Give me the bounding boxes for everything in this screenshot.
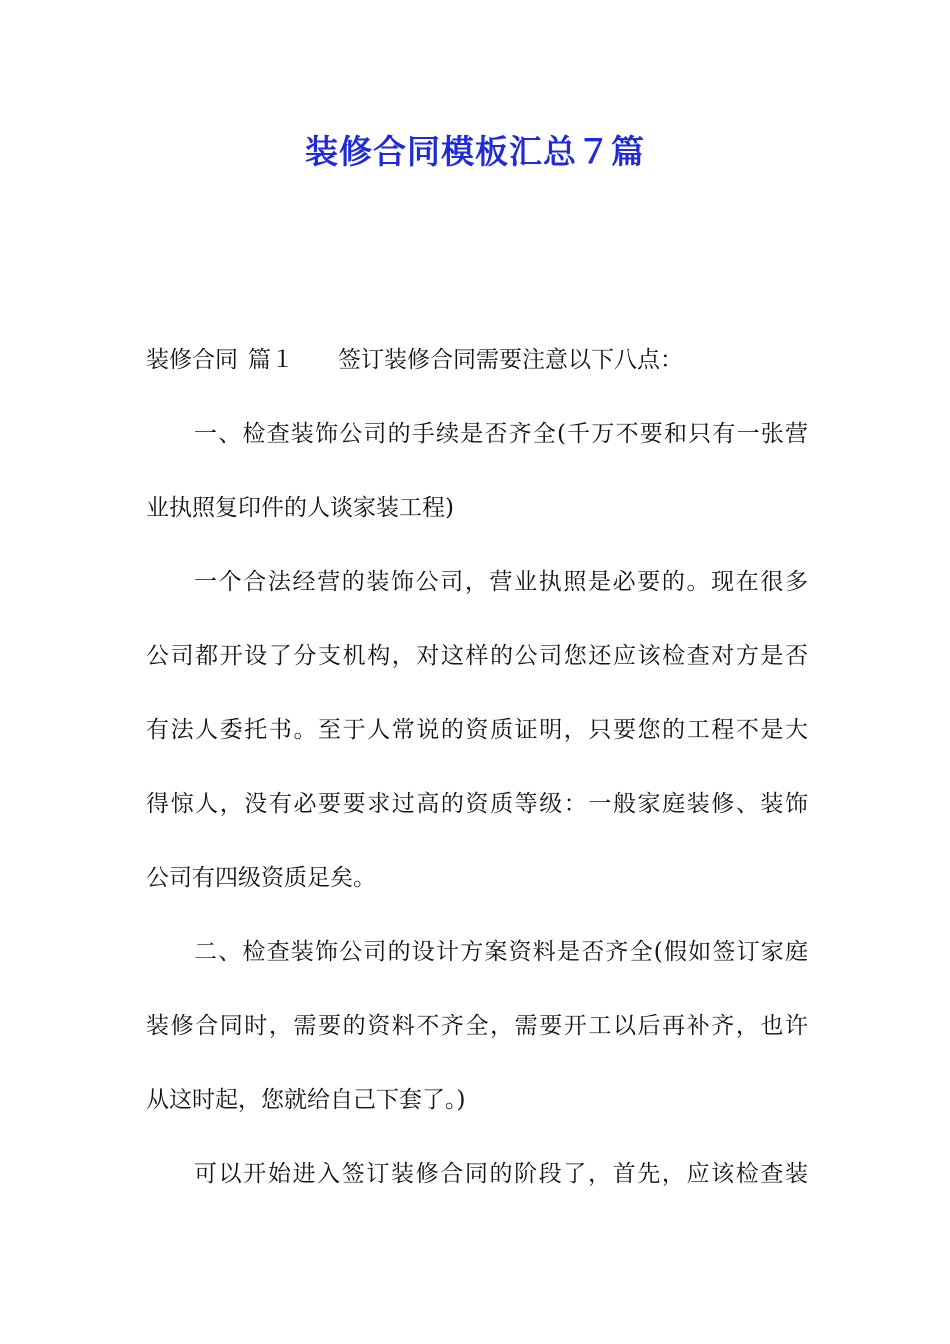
section-heading: 装修合同 bbox=[146, 347, 238, 373]
paragraph-line: 可以开始进入签订装修合同的阶段了，首先，应该检查装 bbox=[194, 1161, 808, 1187]
section-number: 篇１ bbox=[248, 347, 294, 373]
document-title: 装修合同模板汇总７篇 bbox=[305, 132, 645, 171]
paragraph-line: 从这时起，您就给自己下套了。) bbox=[146, 1087, 466, 1113]
paragraph-line: 有法人委托书。至于人常说的资质证明，只要您的工程不是大 bbox=[146, 717, 808, 743]
paragraph-line: 装修合同时，需要的资料不齐全，需要开工以后再补齐，也许 bbox=[146, 1013, 808, 1039]
paragraph-line: 一、检查装饰公司的手续是否齐全(千万不要和只有一张营 bbox=[194, 421, 808, 447]
paragraph-line: 公司都开设了分支机构，对这样的公司您还应该检查对方是否 bbox=[146, 643, 808, 669]
intro-text: 签订装修合同需要注意以下八点： bbox=[338, 347, 683, 373]
document-body bbox=[146, 335, 808, 1223]
paragraph-line: 二、检查装饰公司的设计方案资料是否齐全(假如签订家庭 bbox=[194, 939, 808, 965]
paragraph-line: 得惊人，没有必要要求过高的资质等级：一般家庭装修、装饰 bbox=[146, 791, 808, 817]
first-line bbox=[146, 335, 808, 409]
paragraph-line: 一个合法经营的装饰公司，营业执照是必要的。现在很多 bbox=[194, 569, 808, 595]
paragraph-line: 公司有四级资质足矣。 bbox=[146, 865, 376, 891]
paragraph-line: 业执照复印件的人谈家装工程) bbox=[146, 495, 454, 521]
